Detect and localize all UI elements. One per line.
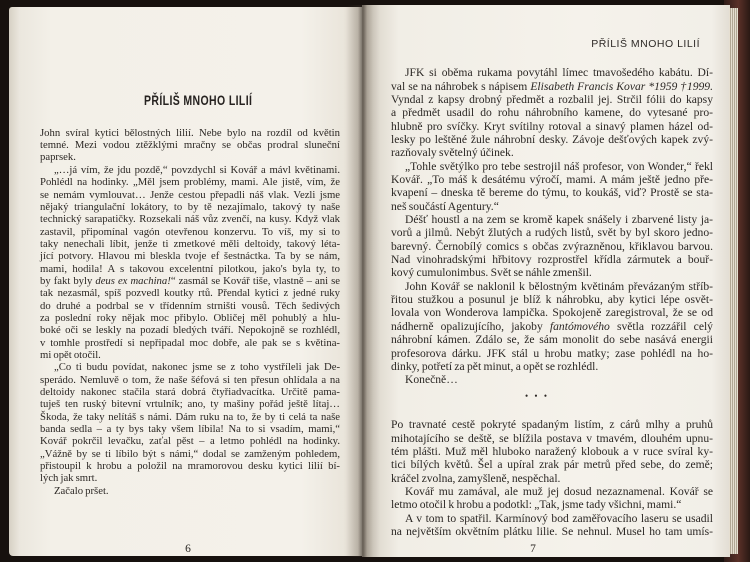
text-line: tém plášti. Muž měl hluboko naražený klobouk a v ruce svíral ky- xyxy=(391,444,713,458)
text-segment: val se na náhrobek s nápisem xyxy=(391,79,531,93)
text-after-break xyxy=(391,418,713,538)
text-line: banda sedla – a ty bys taky všem líbila! Na to si vsadím, mami,“ xyxy=(40,423,340,436)
text-line: lých jak smrt. xyxy=(40,472,98,485)
text-segment: by fakt byly xyxy=(40,274,96,287)
text-line: „Tohle světýlko pro tebe sestrojil náš profesor, von Wonder,“ řekl xyxy=(405,159,713,173)
paragraph xyxy=(391,373,713,386)
text-line: boké oči se leskly na pozadí bledých tváří. Nepokojně se rozhlédl, xyxy=(40,324,340,337)
text-line: sperádo. Nemluvě o tom, že naše šéfová si ten přesun ohlídala a na xyxy=(40,373,340,386)
text-line: v tomhle prostředí si nepřipadal moc dobře, ale pak se s květina- xyxy=(40,336,340,349)
page-number-right: 7 xyxy=(530,543,536,555)
text-line: Škoda, že taky nelítáš s námi. Dám ruku na to, že by ti celá ta naše xyxy=(40,410,340,423)
text-line: mami, hodila! A s takovou excelentní pilotkou, jako's byla ty, to xyxy=(40,262,340,275)
text-line: A v tom to spatřil. Karmínový bod zaměřovacího laseru se usadil xyxy=(405,511,713,525)
running-header: PŘÍLIŠ MNOHO LILIÍ xyxy=(591,38,700,50)
text-line: kový cumulonimbus. Svět se náhle zmenšil. xyxy=(391,266,592,280)
chapter-title-text: PŘÍLIŠ MNOHO LILIÍ xyxy=(143,92,253,108)
text-line: letmo otočil k hrobu a podotkl: „Tak, jsme tady všichni, mami.“ xyxy=(391,498,682,512)
text-line xyxy=(391,80,713,93)
section-break: • • • xyxy=(525,390,549,401)
text-line: Nad vinohradskými hřbitovy rozprostřel křídla zármutek a bouř- xyxy=(391,253,713,267)
paragraph xyxy=(391,485,713,512)
left-page-text xyxy=(40,127,340,497)
text-line: Po travnaté cestě pokryté spadaným listím, z cárů mlhy a pruhů xyxy=(391,418,713,432)
text-line: deltoidy nakonec stačila stará dobrá čtyřiadvacítka. Určitě pama- xyxy=(40,386,340,399)
paragraph xyxy=(391,512,713,539)
text-line: „…já vím, že jdu pozdě,“ povzdychl si Kovář a mávl květinami. xyxy=(54,163,340,176)
paragraph xyxy=(40,127,340,164)
text-line: barevný. Černobílý comics s občas zvýrazněnou, křiklavou barvou. xyxy=(391,239,713,253)
text-segment: světla rozzářil celý xyxy=(609,319,713,333)
text-line: kráčel zvolna, zamyšleně, nespěchal. xyxy=(391,471,561,485)
text-line: se nemám vymlouvat… Jenže cestou přepadli náš vlak. Vezli jsme xyxy=(40,188,340,201)
text-line xyxy=(391,320,713,333)
italic-text: Elisabeth Francis Kovar *1959 †1999. xyxy=(530,79,713,93)
text-line: lesky po leštěné žule náhrobní desky. Závoje dešťových kapek zvý- xyxy=(391,133,713,147)
chapter-title xyxy=(48,92,348,108)
paragraph xyxy=(391,418,713,485)
text-line: na největším okvětním plátku lilie. Se nehnul. Musel ho tam umís- xyxy=(391,524,713,538)
text-line: Déšť houstl a na zem se kromě kapek snášely i zbarvené listy ja- xyxy=(405,213,713,227)
text-line xyxy=(40,275,340,287)
text-line: temné. Mezi vodou ztěžklými mračny se občas prodral sluneční xyxy=(40,139,340,152)
text-line: „Vážně by se ti líbilo být s námi,“ dodal se zamženým pohledem, xyxy=(40,447,340,460)
paragraph xyxy=(40,361,340,484)
page-stack-edges xyxy=(729,8,738,554)
text-line: lovala von Wonderova lampička. Spokojeně zaregistroval, že se od xyxy=(391,306,713,320)
page-number-left: 6 xyxy=(185,543,191,555)
right-page-text xyxy=(391,66,713,538)
text-line: nějaký triangulační lokátory, to by tě nezajímalo, takový ty naše xyxy=(40,200,340,213)
text-line: „Co ti budu povídat, nakonec jsme se z toho vystříleli jak De- xyxy=(54,361,340,374)
text-line: Začalo pršet. xyxy=(54,484,109,497)
gutter-shadow xyxy=(346,5,380,557)
text-line: tak nezasmál, spíš pozvedl koutky rtů. Přendal kytici z jedné ruky xyxy=(40,287,340,300)
text-line: technický sarapatičky. Rozsekali náš vůz zvenčí, na kusy. Když vlak xyxy=(40,213,340,226)
text-segment: “ zasmál se Kovář tiše, vlastně – ani se xyxy=(170,274,340,287)
text-line: vorů a jilmů. Nebýt žlutých a rudých listů, svět by byl skoro jedno- xyxy=(391,226,713,240)
italic-text: fantómového xyxy=(549,319,610,333)
italic-text: deus ex machina! xyxy=(95,274,171,287)
text-line: JFK si oběma rukama povytáhl límec tmavošedého kabátu. Dí- xyxy=(405,66,713,80)
text-line: do druhé a podrbal se v třídenním strništi vousů. Těch šedivých xyxy=(40,299,340,312)
text-line: tuješ ten ruský bitevní vrtulník; ano, ty mašiny pořád ještě lítaj… xyxy=(40,398,340,411)
text-line: razňovaly světelný účinek. xyxy=(391,146,514,160)
paragraph xyxy=(40,164,340,362)
text-line: hlubně pro svíčky. Kryt svítilny rotoval a sinavý plamen házel od- xyxy=(391,119,713,133)
text-line: tici bílých květů. Šel a upíral zrak pár metrů před sebe, do země; xyxy=(391,458,713,472)
text-line: zastavil, připomínal vagón otevřenou konzervu. To víš, my si to xyxy=(40,225,340,238)
text-line: John svíral kytici bělostných lilií. Nebe bylo na rozdíl od květin xyxy=(40,126,340,139)
text-line: za poslední roky nějak moc přibylo. Obličej měl pohublý a hlu- xyxy=(40,311,340,324)
text-line: náhrobní kámen. Zdálo se, že sám monolit do sebe nasává energii xyxy=(391,333,713,347)
text-line: jící potvory. Hlavou mi bleskla tvoje ef šestnáctka. Ta by se nám, xyxy=(40,250,340,263)
text-line: kvapení – dneska tě bereme do týmu, to koukáš, viď? Prostě se sta- xyxy=(391,186,713,200)
text-line: Pohlédl na hodinky. „Měl jsem problémy, mami. Ale jistě, vím, že xyxy=(40,176,340,189)
paragraph xyxy=(40,485,340,497)
text-line: John Kovář se naklonil k bělostným květinám převázaným stříb- xyxy=(405,279,713,293)
paragraph xyxy=(391,160,713,213)
text-line: dinky, potřetí za pět minut, a opět se rozhlédl. xyxy=(391,359,599,373)
text-line: Kovář mu zamával, ale muž jej dosud nezaznamenal. Kovář se xyxy=(405,484,713,498)
text-before-break xyxy=(391,66,713,386)
text-line: řitou stužkou a posunul je blíž k náhrobku, aby kytici lépe osvět- xyxy=(391,293,713,307)
text-line: profesorova dárku. JFK stál u hrobu matky; zase pohlédl na ho- xyxy=(391,346,713,360)
text-line: mi opět otočil. xyxy=(40,348,101,361)
text-line: Kovář pokrčil levačku, zaťal pěst – a letmo pohlédl na hodinky. xyxy=(40,435,340,448)
text-line: paprsek. xyxy=(40,151,76,164)
paragraph xyxy=(391,280,713,373)
paragraph xyxy=(391,66,713,159)
text-line: přistoupil k hrobu a položil na mramorovou desku kytici lilií bí- xyxy=(40,460,340,473)
text-line: taky nenechali líbit, jenže ti zmetkové měli deltoidy, takový léta- xyxy=(40,237,340,250)
text-line: Konečně… xyxy=(405,373,458,387)
text-line: mihotajícího se deště, se blížila postava v tmavém, dlouhém upnu- xyxy=(391,431,713,445)
text-line: neš součástí Agentury.“ xyxy=(391,199,499,213)
text-line: a předmět usadil do rohu náhrobního kamene, do vytesané pro- xyxy=(391,106,713,120)
text-line: Kovář. „To máš k desátému výročí, mami. A mám ještě jedno pře- xyxy=(391,173,713,187)
text-line: Vyndal z kapsy drobný předmět a rozbalil jej. Strčil fólii do kapsy xyxy=(391,92,713,106)
text-segment: nádherně opalizujícího, jakoby xyxy=(391,319,550,333)
paragraph xyxy=(391,213,713,280)
